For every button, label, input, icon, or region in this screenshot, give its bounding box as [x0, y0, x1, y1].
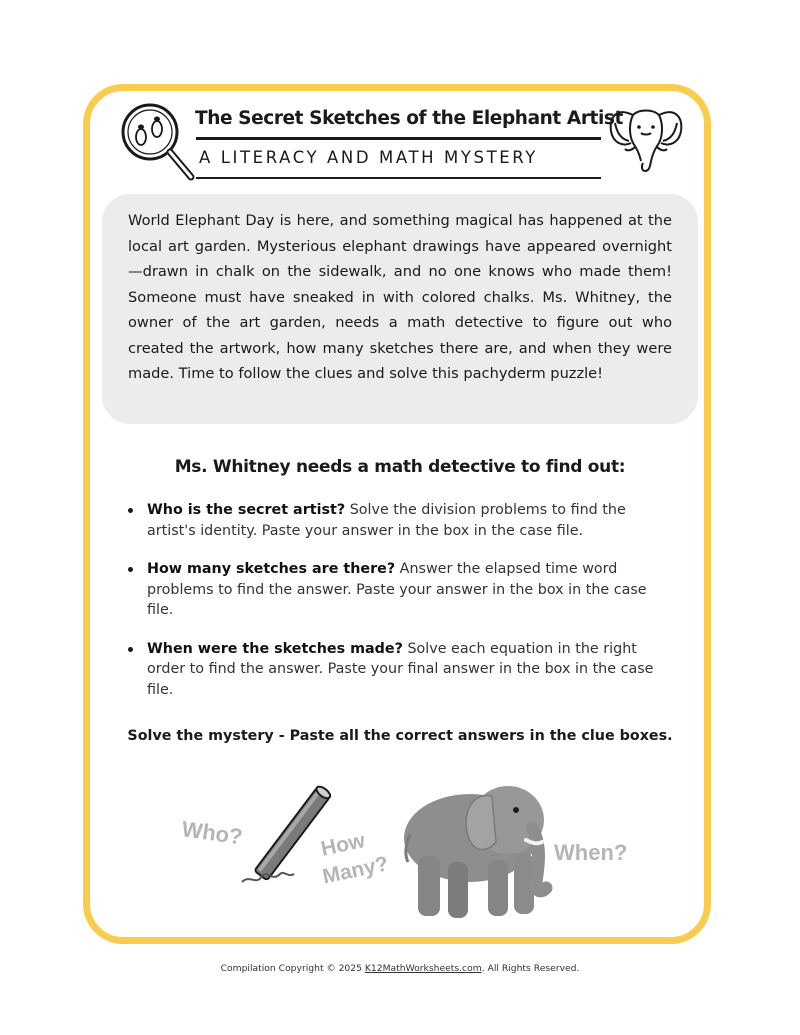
task-detail: Solve each equation in the right order to find the answer. Paste your final answer in the box in the case file.	[147, 640, 654, 698]
who-word: Who?	[180, 816, 245, 850]
footer-copyright	[0, 963, 800, 974]
magnifier-footprints-icon	[117, 99, 197, 185]
task-question: When were the sketches made?	[147, 640, 403, 657]
instruction-text: Solve the mystery - Paste all the correct answers in the clue boxes.	[127, 728, 673, 744]
copyright-suffix: . All Rights Reserved.	[481, 963, 580, 974]
bullet-dot-icon	[128, 567, 133, 572]
many-word: Many?	[320, 852, 391, 889]
section-heading: Ms. Whitney needs a math detective to find out:	[174, 457, 626, 477]
list-item	[128, 639, 668, 701]
subtitle-divider	[196, 177, 601, 179]
story-box	[102, 194, 698, 424]
task-detail: Answer the elapsed time word problems to find the answer. Paste your answer in the box in the case file.	[147, 561, 647, 618]
list-item	[128, 500, 668, 541]
bullet-dot-icon	[128, 508, 133, 513]
page-title: The Secret Sketches of the Elephant Artist	[195, 108, 623, 129]
task-question: Who is the secret artist?	[147, 502, 346, 518]
story-text: World Elephant Day is here, and something magical has happened at the local art garden. Mysterious elephant drawings have appeared overnight—drawn in chalk on the sidewalk, and no one knows who made them! Someone must have sneaked in with colored chalks. Ms. Whitney, the owner of the art garden, needs a math detective to figure out who created the artwork, how many sketches there are, and when they were made. Time to follow the clues and solve this pachyderm puzzle!	[128, 212, 672, 382]
title-divider	[196, 137, 601, 140]
when-word: When?	[554, 840, 628, 865]
list-item	[128, 559, 668, 621]
bullet-dot-icon	[128, 647, 133, 652]
copyright-prefix: Compilation Copyright © 2025	[220, 963, 362, 974]
chalk-icon	[242, 784, 332, 882]
page-subtitle: A LITERACY AND MATH MYSTERY	[199, 148, 538, 167]
site-link[interactable]: K12MathWorksheets.com	[364, 963, 482, 974]
elephant-illustration	[404, 786, 546, 918]
how-word: How	[318, 828, 368, 861]
task-list	[128, 500, 668, 718]
task-question: How many sketches are there?	[147, 561, 396, 577]
task-detail: Solve the division problems to find the artist's identity. Paste your answer in the box in the case file.	[147, 502, 626, 539]
mystery-illustration	[170, 770, 650, 930]
